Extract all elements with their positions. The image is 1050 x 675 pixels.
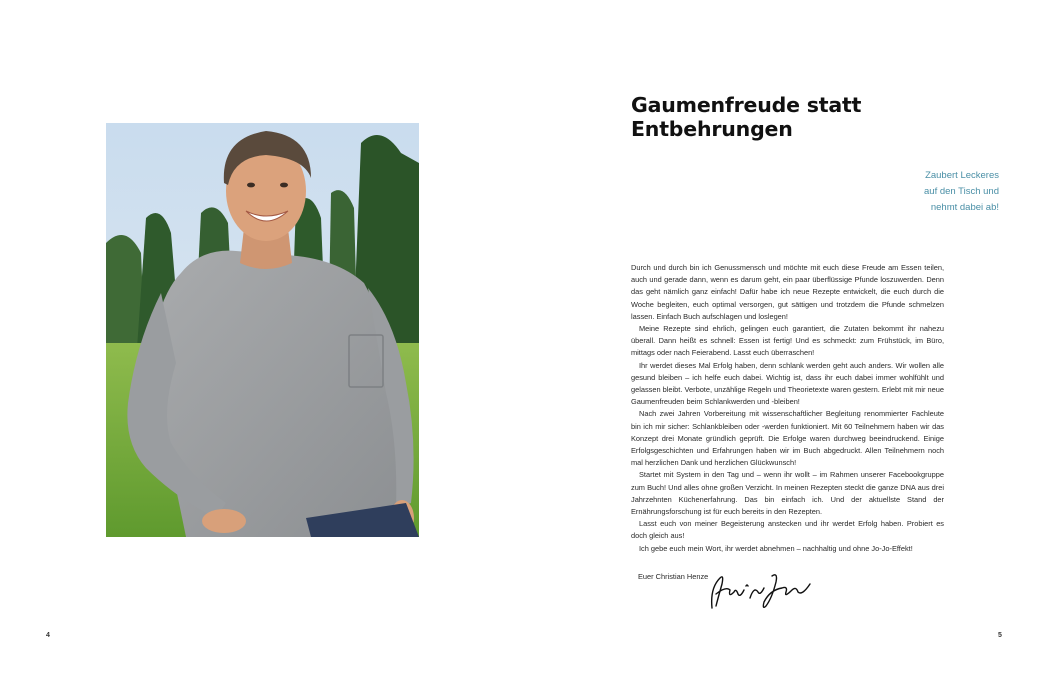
body-text (631, 262, 944, 555)
pull-quote-line-1: Zaubert Leckeres (925, 170, 999, 181)
signoff-text: Euer Christian Henze (638, 572, 709, 581)
page-number-left: 4 (46, 632, 50, 639)
body-paragraph: Startet mit System in den Tag und – wenn ihr wollt – im Rahmen unserer Facebookgruppe zum Buch! Und alles ohne großen Verzicht. In meinen Rezepten steckt die ganze DNA aus drei Jahrzehnten Küchenerfahrung. Das bin einfach ich. Und der aktuellste Stand der Ernährungsforschung ist für euch bereits in den Rezepten. (631, 470, 944, 517)
page-number-right: 5 (998, 632, 1002, 639)
body-paragraph: Ich gebe euch mein Wort, ihr werdet abnehmen – nachhaltig und ohne Jo-Jo-Effekt! (639, 543, 913, 553)
headline-line-1: Gaumenfreude statt (631, 92, 862, 117)
chapter-headline (631, 93, 1011, 141)
body-paragraph: Meine Rezepte sind ehrlich, gelingen euch garantiert, die Zutaten bekommt ihr nahezu überall. Dann heißt es schnell: Essen ist fertig! Und es schmeckt: zum Frühstück, im Büro, mittags oder nach Feierabend. Lasst euch überraschen! (631, 324, 944, 358)
body-paragraph: Ihr werdet dieses Mal Erfolg haben, denn schlank werden geht auch anders. Wir wollen alle gesund bleiben – ich helfe euch dabei. Wichtig ist, dass ihr euch dabei immer wohlfühlt und gelassen bleibt. Verbote, unzählige Regeln und Theorietexte waren gestern. Erlebt mit mir neue Gaumenfreuden beim Schlankwerden und -bleiben! (631, 360, 944, 407)
pull-quote-line-2: auf den Tisch und (924, 186, 999, 197)
author-portrait-photo (106, 123, 419, 537)
portrait-illustration (106, 123, 419, 537)
headline-line-2: Entbehrungen (631, 116, 793, 141)
body-paragraph: Lasst euch von meiner Begeisterung anstecken und ihr werdet Erfolg haben. Probiert es doch gleich aus! (631, 519, 944, 541)
body-paragraph: Durch und durch bin ich Genussmensch und möchte mit euch diese Freude am Essen teilen, auch und gerade dann, wenn es darum geht, ein paar überflüssige Pfunde loszuwerden. Denn das geht nämlich ganz einfach! Dafür habe ich neue Rezepte entwickelt, die euch durch die Woche begleiten, euch optimal versorgen, gut sättigen und trotzdem die Pfunde schmelzen lassen. Einfach Buch aufschlagen und loslegen! (631, 263, 944, 321)
body-paragraph: Nach zwei Jahren Vorbereitung mit wissenschaftlicher Begleitung renommierter Fachleute bin ich mir sicher: Schlankbleiben oder -werden funktioniert. Mit 60 Teilnehmern haben wir das Konzept drei Monate gründlich geprüft. Die Erfolge waren durchweg beeindruckend. Einige Erfolgsgeschichten und Erfahrungen haben wir im Buch abgedruckt. Allen Teilnehmern noch mal herzlichen Dank und herzlichen Glückwunsch! (631, 409, 944, 468)
pull-quote (799, 168, 999, 216)
handwritten-signature (706, 568, 816, 612)
pull-quote-line-3: nehmt dabei ab! (930, 202, 999, 213)
